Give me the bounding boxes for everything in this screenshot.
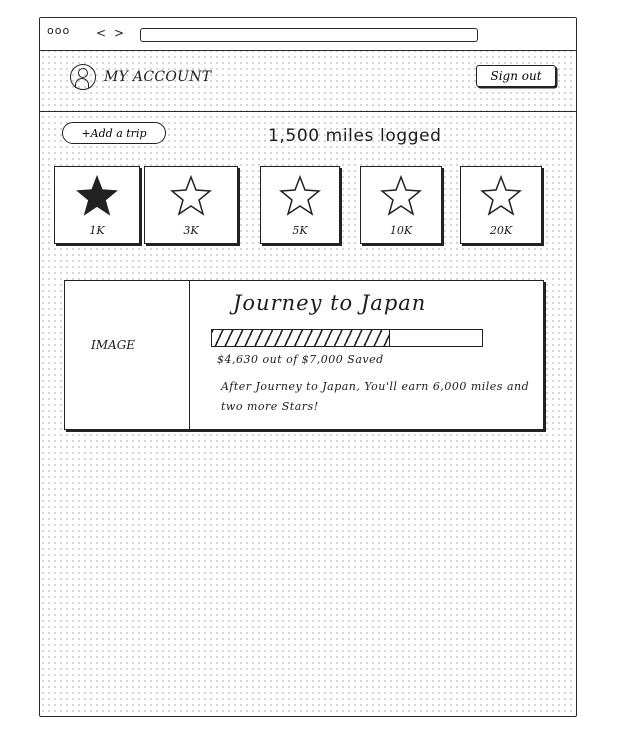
savings-progress-fill <box>212 330 390 346</box>
account-header <box>40 51 576 112</box>
badge-10k[interactable] <box>360 166 442 244</box>
trip-title: Journey to Japan <box>233 291 427 315</box>
badge-5k[interactable] <box>260 166 340 244</box>
image-placeholder-label: IMAGE <box>91 338 136 352</box>
star-outline-icon <box>278 174 322 218</box>
star-outline-icon <box>169 174 213 218</box>
sign-out-button[interactable]: Sign out <box>476 65 556 87</box>
savings-amount-text: $4,630 out of $7,000 Saved <box>217 353 384 366</box>
trip-image-placeholder <box>65 281 190 429</box>
user-circle-icon <box>70 64 96 90</box>
badge-label: 20K <box>489 224 513 237</box>
badge-1k[interactable] <box>54 166 140 244</box>
badge-20k[interactable] <box>460 166 542 244</box>
back-button[interactable]: < <box>96 26 107 40</box>
user-head-shape <box>78 68 88 78</box>
address-bar[interactable] <box>140 28 478 42</box>
star-outline-icon <box>479 174 523 218</box>
milestone-badges <box>54 166 574 246</box>
savings-progress-bar <box>211 329 483 347</box>
badge-label: 10K <box>389 224 413 237</box>
browser-chrome <box>40 18 576 51</box>
browser-window <box>39 17 577 717</box>
miles-logged-text: 1,500 miles logged <box>268 126 442 146</box>
badge-label: 1K <box>89 224 105 237</box>
account-title: MY ACCOUNT <box>104 69 212 85</box>
badge-3k[interactable] <box>144 166 238 244</box>
trip-card[interactable] <box>64 280 544 430</box>
badge-label: 5K <box>292 224 308 237</box>
reward-description: After Journey to Japan, You'll earn 6,000 miles and two more Stars! <box>221 380 530 413</box>
star-filled-icon <box>75 174 119 218</box>
forward-button[interactable]: > <box>114 26 125 40</box>
user-shoulders-shape <box>75 78 89 88</box>
badge-label: 3K <box>183 224 199 237</box>
star-outline-icon <box>379 174 423 218</box>
window-controls[interactable]: ooo <box>47 24 71 37</box>
add-trip-button[interactable]: +Add a trip <box>62 122 166 144</box>
